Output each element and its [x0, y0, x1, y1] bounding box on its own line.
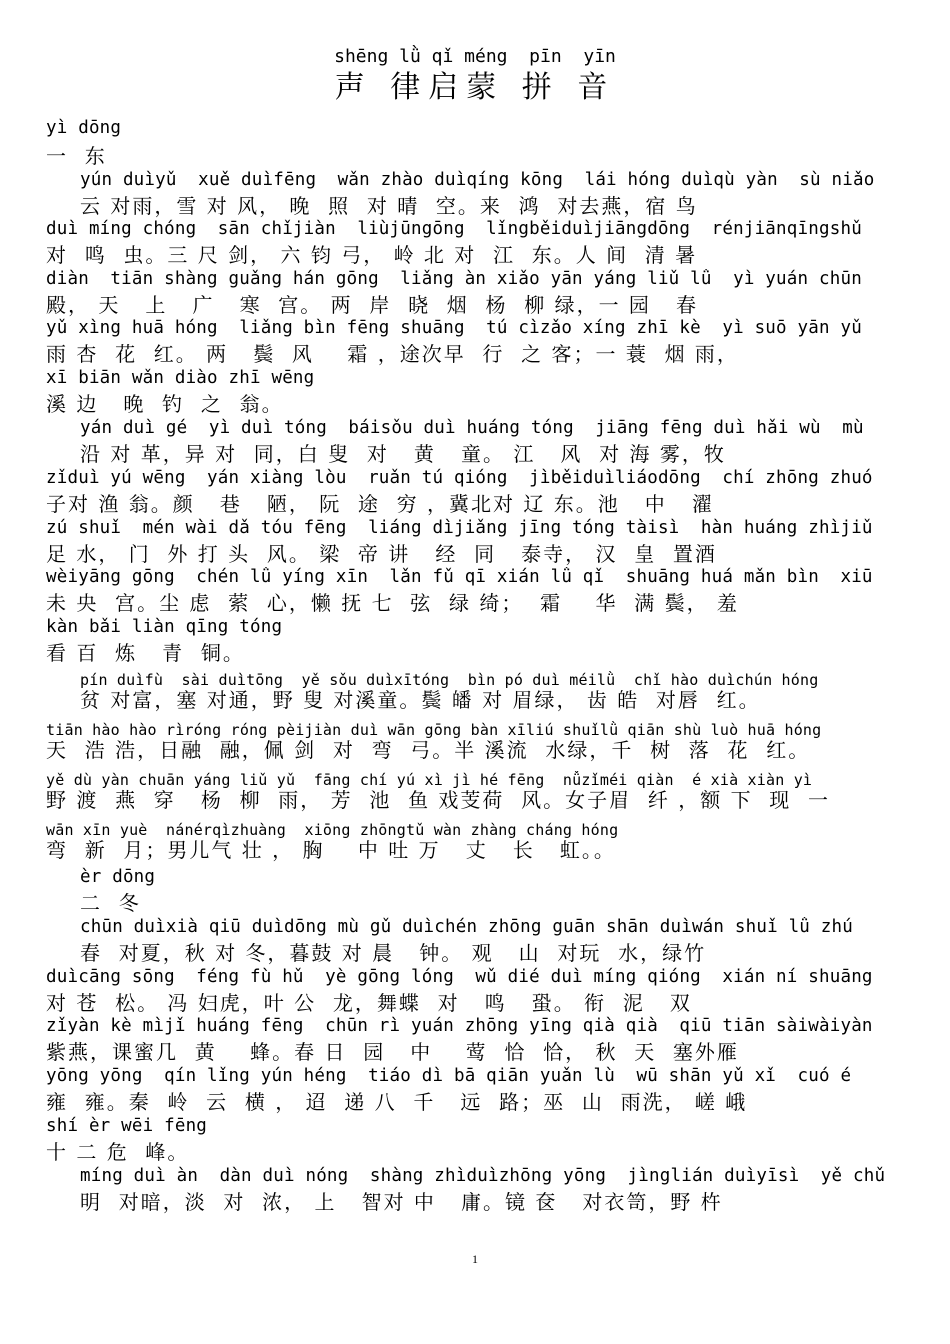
verse-text: 雍 雍。秦 岭 云 横 ， 迢 递 八 千 远 路；巫 山 雨洗， 嵯 峨 — [46, 1090, 748, 1114]
verse-text: 沿 对 革，异 对 同，白 叟 对 黄 童。 江 风 对 海 雾，牧 — [80, 442, 726, 466]
verse-text: 对 鸣 虫。三 尺 剑， 六 钧 弓， 岭 北 对 江 东。人 间 清 暑 — [46, 243, 698, 267]
verse-pinyin: chūn duìxià qiū duìdōng mù gǔ duìchén zhōng guān shān duìwán shuǐ lǜ zhú — [80, 917, 853, 937]
verse-text: 子对 渔 翁。颜 巷 陋， 阮 途 穷 ，冀北对 辽 东。池 中 濯 — [46, 492, 714, 516]
section-heading-pinyin: yì dōng — [46, 118, 122, 138]
verse-pinyin: duìcāng sōng féng fù hǔ yè gōng lóng wǔ dié duì míng qióng xián ní shuāng — [46, 967, 873, 987]
verse-pinyin: zú shuǐ mén wài dǎ tóu fēng liáng dìjiǎng jīng tóng tàisì hàn huáng zhìjiǔ — [46, 518, 873, 538]
verse-text: 天 浩 浩，日融 融，佩 剑 对 弯 弓。半 溪流 水绿，千 树 落 花 红。 — [46, 738, 811, 762]
verse-pinyin: zǐduì yú wēng yán xiàng lòu ruǎn tú qióng jìběiduìliáodōng chí zhōng zhuó — [46, 468, 873, 488]
verse-pinyin: zǐyàn kè mìjǐ huáng fēng chūn rì yuán zhōng yīng qià qià qiū tiān sàiwàiyàn — [46, 1016, 873, 1036]
verse-pinyin: xī biān wǎn diào zhī wēng — [46, 368, 315, 388]
verse-text: 溪 边 晚 钓 之 翁。 — [46, 392, 284, 416]
verse-text: 野 渡 燕 穿 杨 柳 雨， 芳 池 鱼 戏芰荷 风。女子眉 纤 ，额 下 现 一 — [46, 788, 831, 812]
verse-text: 十 二 危 峰。 — [46, 1140, 190, 1164]
verse-pinyin: duì míng chóng sān chǐjiàn liùjūngōng lǐngběiduìjiāngdōng rénjiānqīngshǔ — [46, 219, 862, 239]
verse-text: 紫燕，课蜜几 黄 蜂。春 日 园 中 莺 恰 恰， 秋 天 塞外雁 — [46, 1040, 739, 1064]
verse-pinyin: kàn bǎi liàn qīng tóng — [46, 617, 283, 637]
verse-pinyin: yún duìyǔ xuě duìfēng wǎn zhào duìqíng kōng lái hóng duìqù yàn sù niǎo — [80, 170, 875, 190]
page-title: 声 律启蒙 拼 音 — [334, 70, 616, 105]
verse-pinyin: míng duì àn dàn duì nóng shàng zhìduìzhōng yōng jìnglián duìyīsì yě chǔ — [80, 1166, 886, 1186]
verse-pinyin: yán duì gé yì duì tóng báisǒu duì huáng tóng jiāng fēng duì hǎi wù mù — [80, 418, 864, 438]
verse-pinyin: tiān hào hào rìróng róng pèijiàn duì wān gōng bàn xīliú shuǐlǜ qiān shù luò huā hóng — [46, 721, 822, 739]
verse-pinyin: yě dù yàn chuān yáng liǔ yǔ fāng chí yú xì jì hé fēng nǚzǐméi qiàn é xià xiàn yì — [46, 771, 813, 789]
page-number: 1 — [472, 1252, 478, 1266]
section-heading-pinyin: èr dōng — [80, 867, 156, 887]
verse-pinyin: wèiyāng gōng chén lǜ yíng xīn lǎn fǔ qī xián lǜ qǐ shuāng huá mǎn bìn xiū — [46, 567, 873, 587]
verse-text: 春 对夏，秋 对 冬，暮鼓 对 晨 钟。 观 山 对玩 水，绿竹 — [80, 941, 707, 965]
verse-text: 明 对暗，淡 对 浓， 上 智对 中 庸。镜 奁 对衣笥，野 杵 — [80, 1190, 723, 1214]
verse-text: 云 对雨，雪 对 风， 晚 照 对 晴 空。来 鸿 对去燕，宿 鸟 — [80, 194, 698, 218]
verse-text: 未 央 宫。尘 虑 萦 心，懒 抚 七 弦 绿 绮； 霜 华 满 鬓， 羞 — [46, 591, 739, 615]
verse-pinyin: yōng yōng qín lǐng yún héng tiáo dì bā qiān yuǎn lù wū shān yǔ xǐ cuó é — [46, 1066, 852, 1086]
verse-text: 贫 对富，塞 对通，野 叟 对溪童。鬓 皤 对 眉绿， 齿 皓 对唇 红。 — [80, 688, 761, 712]
verse-text: 殿， 天 上 广 寒 宫。 两 岸 晓 烟 杨 柳 绿，一 园 春 — [46, 293, 699, 317]
title-pinyin: shēng lǜ qǐ méng pīn yīn — [334, 46, 616, 67]
section-heading: 一 东 — [46, 144, 107, 168]
verse-text: 对 苍 松。 冯 妇虎，叶 公 龙，舞蝶 对 鸣 蛩。 衔 泥 双 — [46, 991, 692, 1015]
verse-text: 雨 杏 花 红。 两 鬓 风 霜 ，途次早 行 之 客；一 蓑 烟 雨， — [46, 342, 739, 366]
verse-pinyin: shí èr wēi fēng — [46, 1116, 208, 1136]
verse-pinyin: wān xīn yuè nánérqìzhuàng xiōng zhōngtǔ wàn zhàng cháng hóng — [46, 821, 619, 839]
verse-pinyin: pín duìfù sài duìtōng yě sǒu duìxītóng bìn pó duì méilǜ chǐ hào duìchún hóng — [80, 671, 819, 689]
verse-pinyin: yǔ xìng huā hóng liǎng bìn fēng shuāng tú cìzǎo xíng zhī kè yì suō yān yǔ — [46, 318, 862, 338]
verse-text: 看 百 炼 青 铜。 — [46, 641, 245, 665]
verse-text: 弯 新 月；男儿气 壮 ， 胸 中 吐 万 丈 长 虹。。 — [46, 838, 616, 862]
verse-text: 足 水， 门 外 打 头 风。 梁 帝 讲 经 同 泰寺， 汉 皇 置酒 — [46, 542, 717, 566]
verse-pinyin: diàn tiān shàng guǎng hán gōng liǎng àn xiǎo yān yáng liǔ lǜ yì yuán chūn — [46, 269, 862, 289]
section-heading: 二 冬 — [80, 891, 141, 915]
